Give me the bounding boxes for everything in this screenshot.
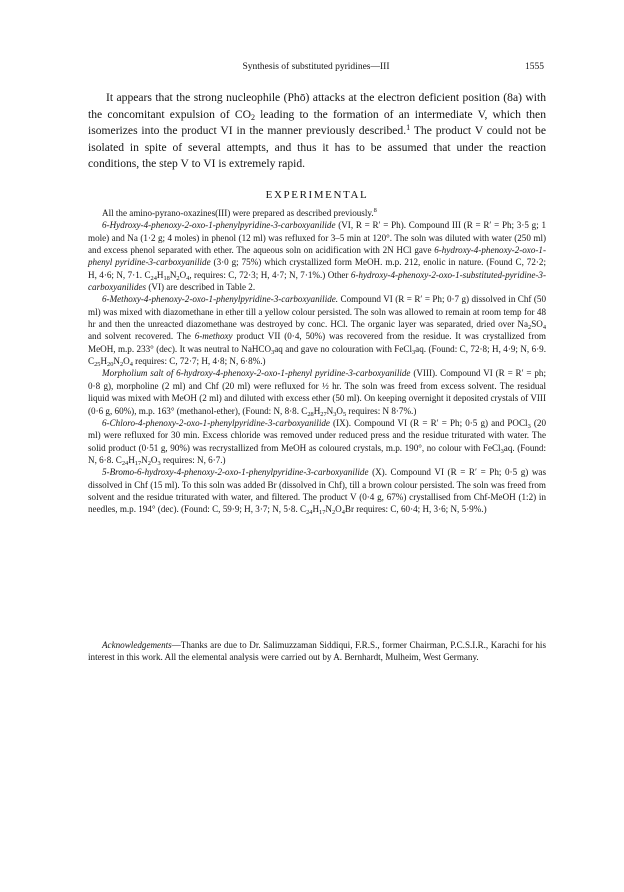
- experimental-paragraph-morpholium: Morpholium salt of 6-hydroxy-4-phenoxy-2-oxo-1-phenyl pyridine-3-carboxyanilide (VIII). Compound VI (R = R′ = ph; 0·8 g), morpholine (2 ml) and Chf (20 ml) were refluxed for ½ hr. The soln was freed from excess solvent. The residual liquid was mixed with MeOH (2 ml) and diluted with excess ether (50 ml). On keeping overnight it deposited crystals of VIII (0·6 g, 60%), m.p. 163° (methanol-ether), (Found: N, 8·8. $C_{28}H_{27}N_3O_5$ requires: N 8·7%.): [88, 368, 547, 418]
- experimental-paragraph-methoxy: 6-Methoxy-4-phenoxy-2-oxo-1-phenylpyridine-3-carboxyanilide. Compound VI (R = R′ = Ph; 0·7 g) dissolved in Chf (50 ml) was mixed with diazomethane in ether till a yellow colour persisted. The soln was allowed to remain at room temp for 48 hr and then the unreacted diazomethane was destroyed by conc. HCl. The organic layer was separated, dried over $Na_2SO_4$ and solvent recovered. The 6-methoxy product VII (0·4, 50%) was recovered from the residue. It was crystallized from MeOH, m.p. 233° (dec). It was neutral to NaHCO$_3$aq and gave no colouration with FeCl$_3$aq. (Found: C, 72·8; H, 4·9; N, 6·9. $C_{25}H_{20}N_2O_4$ requires: C, 72·7; H, 4·8; N, 6·8%.): [88, 294, 546, 369]
- experimental-paragraph-hydroxy: 6-Hydroxy-4-phenoxy-2-oxo-1-phenylpyridine-3-carboxyanilide (VI, R = R′ = Ph). Compound III (R = R′ = Ph; 3·5 g; 1 mole) and Na (1·2 g; 4 moles) in phenol (12 ml) was refluxed for 3–5 min at 120°. The soln was diluted with water (250 ml) and excess phenol separated with ether. The aqueous soln on acidification with 2N HCl gave 6-hydroxy-4-phenoxy-2-oxo-1-phenyl pyridine-3-carboxyanilide (3·0 g; 75%) which crystallized form MeOH. m.p. 212, enolic in nature. (Found C, 72·2; H, 4·6; N, 7·1. $C_{24}H_{18}N_2O_4$, requires: C, 72·3; H, 4·7; N, 7·1%.) Other 6-hydroxy-4-phenoxy-2-oxo-1-substituted-pyridine-3-carboxyanilides (VI) are described in Table 2.: [88, 220, 546, 293]
- intro-paragraph: It appears that the strong nucleophile (Phō) attacks at the electron deficient position (8a) with the concomitant expulsion of $CO_2$ leading to the formation of an intermediate V, which then isomerizes into the product VI in the manner previously described.$^1$ The product V could not be isolated in spite of several attempts, and thus it has to be assumed that under the reaction conditions, the step V to VI is extremely rapid.: [88, 91, 546, 171]
- acknowledgements-text: —Thanks are due to Dr. Salimuzzaman Siddiqui, F.R.S., former Chairman, P.C.S.I.R., Karachi for his interest in this work. All the elemental analysis were carried out by A. Bernhardt, Mulheim, West Germany.: [88, 640, 546, 663]
- page-number: 1555: [525, 62, 544, 72]
- acknowledgements-paragraph: [88, 639, 546, 664]
- experimental-paragraph-bromo: 5-Bromo-6-hydroxy-4-phenoxy-2-oxo-1-phenylpyridine-3-carboxyanilide (X). Compound VI (R = R′ = Ph; 0·5 g) was dissolved in Chf (15 ml). To this soln was added Br (dissolved in Chf), till a brown colour persisted. The soln was freed from solvent and the residue triturated with water, and filtered. The product V (0·4 g, 67%) crystallised from Chf-MeOH (1:2) in needles, m.p. 194° (dec). (Found: C, 59·9; H, 3·7; N, 5·8. $C_{24}H_{17}N_2O_4Br$ requires: C, 60·4; H, 3·6; N, 5·9%.): [88, 467, 546, 517]
- page-header: [88, 62, 544, 76]
- section-heading-experimental: EXPERIMENTAL: [265, 189, 369, 201]
- experimental-paragraph-general: All the amino-pyrano-oxazines(III) were prepared as described previously.$^8$: [102, 207, 377, 218]
- running-title: Synthesis of substituted pyridines—III: [242, 62, 390, 72]
- experimental-section: [88, 207, 546, 516]
- acknowledgements-label: Acknowledgements: [102, 640, 172, 650]
- experimental-paragraph-chloro: 6-Chloro-4-phenoxy-2-oxo-1-phenylpyridine-3-carboxyanilide (IX). Compound VI (R = R′ = Ph; 0·5 g) and POCl$_3$ (20 ml) were refluxed for 30 min. Excess chloride was removed under reduced press and the residue triturated with water. The solid product (0·51 g, 90%) was recrystallized from MeOH as coloured crystals, m.p. 190°, no colour with FeCl$_3$aq. (Found: N, 6·8. $C_{24}H_{17}N_2O_3$ requires: N, 6·7.): [88, 417, 546, 467]
